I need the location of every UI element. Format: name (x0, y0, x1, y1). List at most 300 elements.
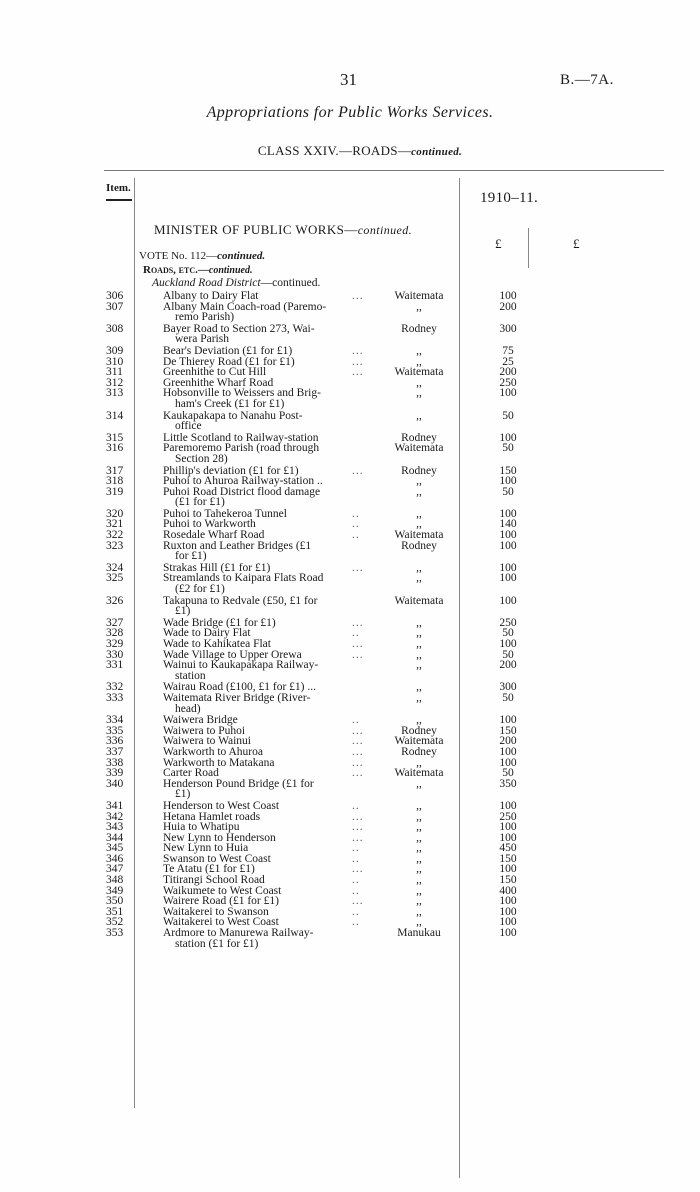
item-number: 307 (106, 300, 124, 313)
column-divider-amount (528, 228, 529, 268)
description-line: Waiwera to Puhoi (163, 724, 246, 737)
table-row (0, 801, 700, 812)
electorate: Rodney (401, 322, 437, 335)
item-description (163, 541, 370, 562)
amount: 100 (499, 539, 517, 552)
amount: 100 (499, 821, 517, 834)
electorate: ,, (416, 344, 422, 357)
amount: 300 (499, 681, 517, 694)
description-line: Wade to Kahikatea Flat (163, 638, 271, 650)
leader-dots: .. (352, 507, 360, 520)
description-line: Henderson to West Coast (163, 799, 280, 812)
table-row (0, 519, 700, 530)
table-row (0, 388, 700, 409)
description-line: Kaukapakapa to Nanahu Post- (163, 409, 303, 422)
page-title: Appropriations for Public Works Services. (206, 104, 494, 121)
leader-dots: .. (352, 627, 360, 640)
table-row (0, 324, 700, 345)
electorate: ,, (416, 691, 422, 704)
amount: 250 (499, 616, 517, 629)
leader-dots: .. (352, 714, 360, 727)
electorate: ,, (416, 714, 422, 727)
item-number: 345 (106, 842, 124, 855)
electorate: ,, (416, 905, 422, 918)
description-line: Carter Road (163, 767, 219, 780)
description-line: Waikumete to West Coast (163, 884, 282, 897)
electorate: ,, (416, 561, 422, 574)
amount: 150 (499, 852, 517, 865)
description-continuation: £1) (175, 788, 191, 801)
description-continuation: office (175, 420, 202, 433)
item-number: 313 (106, 387, 124, 400)
electorate: Waitemata (394, 735, 444, 748)
description-line: Warkworth to Ahuroa (163, 745, 263, 758)
amount: 100 (499, 927, 517, 940)
table-row (0, 367, 700, 378)
item-number: 339 (106, 767, 124, 780)
item-number: 331 (106, 659, 124, 672)
table-row (0, 357, 700, 368)
item-number: 351 (106, 905, 124, 918)
item-description (163, 487, 370, 508)
table-row (0, 779, 700, 800)
table-row (0, 736, 700, 747)
item-number: 324 (106, 561, 124, 574)
table-row (0, 466, 700, 477)
table-row (0, 563, 700, 574)
table-row (0, 433, 700, 444)
electorate: Rodney (401, 431, 437, 444)
electorate: ,, (416, 387, 422, 400)
description-line: Titirangi School Road (163, 874, 265, 887)
electorate: Waitemata (394, 290, 444, 302)
amount: 100 (499, 561, 517, 574)
description-line: Strakas Hill (£1 for £1) (163, 561, 271, 574)
description-line: Rosedale Wharf Road (163, 529, 265, 542)
item-description (163, 660, 370, 681)
item-number: 341 (106, 799, 124, 812)
description-continuation: remo Parish) (175, 311, 235, 324)
description-line: Swanson to West Coast (163, 852, 271, 865)
item-number: 321 (106, 518, 124, 531)
vote-heading (139, 250, 265, 262)
amount: 100 (499, 507, 517, 520)
electorate: ,, (416, 852, 422, 865)
electorate: Rodney (401, 724, 437, 737)
amount: 150 (499, 874, 517, 887)
item-number: 326 (106, 594, 124, 607)
electorate: Waitemata (394, 594, 444, 607)
amount: 100 (499, 831, 517, 844)
amount: 150 (499, 724, 517, 737)
class-title-text: CLASS XXIV.—ROADS— (257, 143, 412, 158)
amount: 450 (499, 842, 517, 855)
item-number: 332 (106, 681, 124, 694)
item-number: 346 (106, 852, 124, 865)
item-description (163, 324, 370, 345)
item-underline (106, 199, 132, 201)
amount: 400 (499, 884, 517, 897)
electorate: ,, (416, 409, 422, 422)
amount: 50 (502, 691, 514, 704)
table-row (0, 509, 700, 520)
electorate: ,, (416, 507, 422, 520)
minister-heading (154, 222, 412, 238)
leader-dots: ... (352, 464, 364, 477)
description-line: Bayer Road to Section 273, Wai- (163, 322, 315, 335)
amount: 100 (499, 572, 517, 585)
description-line: Te Atatu (£1 for £1) (163, 863, 255, 876)
item-number: 310 (106, 355, 124, 368)
amount: 100 (499, 905, 517, 918)
leader-dots: .. (352, 852, 360, 865)
amount: 75 (502, 344, 514, 357)
table-row (0, 843, 700, 854)
item-description (163, 928, 370, 949)
electorate: Manukau (397, 927, 441, 940)
leader-dots: ... (352, 735, 364, 748)
leader-dots: ... (352, 831, 364, 844)
electorate: ,, (416, 475, 422, 488)
table-row (0, 693, 700, 714)
table-row (0, 864, 700, 875)
item-number: 348 (106, 874, 124, 887)
electorate: ,, (416, 485, 422, 498)
amount: 250 (499, 810, 517, 823)
item-description (163, 693, 370, 714)
description-line: Phillip's deviation (£1 for £1) (163, 464, 299, 477)
table-row (0, 530, 700, 541)
leader-dots: ... (352, 366, 364, 379)
table-row (0, 928, 700, 949)
electorate: ,, (416, 863, 422, 876)
amount: 100 (499, 799, 517, 812)
description-line: Albany to Dairy Flat (163, 290, 259, 302)
leader-dots: ... (352, 767, 364, 780)
amount: 150 (499, 464, 517, 477)
leader-dots: .. (352, 799, 360, 812)
item-description (163, 388, 370, 409)
amount: 350 (499, 777, 517, 790)
amount: 200 (499, 735, 517, 748)
electorate: ,, (416, 842, 422, 855)
leader-dots: ... (352, 756, 364, 769)
electorate: ,, (416, 831, 422, 844)
item-number: 335 (106, 724, 124, 737)
item-description (163, 573, 370, 594)
item-number: 329 (106, 638, 124, 650)
electorate: Rodney (401, 539, 437, 552)
amount: 300 (499, 322, 517, 335)
description-continuation: (£1 for £1) (175, 496, 225, 509)
amount: 100 (499, 916, 517, 929)
amount: 50 (502, 648, 514, 661)
description-line: Wairau Road (£100, £1 for £1) ... (163, 681, 317, 694)
year-column-header: 1910–11. (480, 190, 539, 206)
table-row (0, 854, 700, 865)
amount: 100 (499, 863, 517, 876)
document-code: B.—7A. (560, 72, 614, 88)
leader-dots: ... (352, 355, 364, 368)
leader-dots: ... (352, 724, 364, 737)
description-line: Waitemata River Bridge (River- (163, 691, 311, 704)
table-row (0, 573, 700, 594)
table-row (0, 715, 700, 726)
item-number: 336 (106, 735, 124, 748)
leader-dots: ... (352, 290, 364, 302)
table-row (0, 650, 700, 661)
electorate: Rodney (401, 464, 437, 477)
item-number: 325 (106, 572, 124, 585)
description-line: Warkworth to Matakana (163, 756, 275, 769)
electorate: Waitemata (394, 442, 444, 455)
amount: 50 (502, 767, 514, 780)
item-description (163, 596, 370, 617)
item-number: 343 (106, 821, 124, 834)
leader-dots: .. (352, 874, 360, 887)
table-row (0, 768, 700, 779)
item-number: 314 (106, 409, 124, 422)
electorate: ,, (416, 355, 422, 368)
table-row (0, 660, 700, 681)
amount: 50 (502, 485, 514, 498)
description-line: Ardmore to Manurewa Railway- (163, 927, 314, 940)
electorate: ,, (416, 518, 422, 531)
description-continuation: (£2 for £1) (175, 583, 225, 596)
minister-text: MINISTER OF PUBLIC WORKS— (154, 222, 358, 237)
description-line: Puhoi Road District flood damage (163, 485, 321, 498)
table-row (0, 378, 700, 389)
amount: 100 (499, 745, 517, 758)
leader-dots: .. (352, 529, 360, 542)
description-line: New Lynn to Henderson (163, 831, 276, 844)
leader-dots: ... (352, 648, 364, 661)
table-row (0, 476, 700, 487)
table-row (0, 896, 700, 907)
item-number: 353 (106, 927, 124, 940)
leader-dots: .. (352, 884, 360, 897)
leader-dots: .. (352, 916, 360, 929)
item-number: 315 (106, 431, 124, 444)
amount: 200 (499, 659, 517, 672)
leader-dots: .. (352, 842, 360, 855)
amount: 100 (499, 638, 517, 650)
amount: 100 (499, 290, 517, 302)
electorate: Waitemata (394, 529, 444, 542)
item-number: 340 (106, 777, 124, 790)
roads-text: Roads, etc.— (143, 264, 209, 276)
table-row (0, 875, 700, 886)
item-number: 328 (106, 627, 124, 640)
electorate: ,, (416, 884, 422, 897)
pound-sign-1: £ (495, 236, 502, 251)
table-row (0, 291, 700, 302)
amount: 25 (502, 355, 514, 368)
description-line: Greenhithe to Cut Hill (163, 366, 267, 379)
item-description (163, 779, 370, 800)
pound-sign-2: £ (573, 236, 580, 251)
description-line: Hetana Hamlet roads (163, 810, 261, 823)
vote-suffix: continued. (217, 250, 266, 262)
item-number: 327 (106, 616, 124, 629)
item-number: 344 (106, 831, 124, 844)
item-number: 323 (106, 539, 124, 552)
table-row (0, 682, 700, 693)
electorate: ,, (416, 376, 422, 389)
description-line: Wainui to Kaukapakapa Railway- (163, 659, 319, 672)
description-line: Henderson Pound Bridge (£1 for (163, 777, 314, 790)
class-title (0, 143, 700, 159)
item-number: 316 (106, 442, 124, 455)
electorate: ,, (416, 300, 422, 313)
amount: 50 (502, 409, 514, 422)
item-number: 342 (106, 810, 124, 823)
roads-suffix: continued. (208, 265, 253, 276)
description-line: Hobsonville to Weissers and Brig- (163, 387, 321, 400)
electorate: ,, (416, 659, 422, 672)
description-line: Puhoi to Ahuroa Railway-station .. (163, 475, 323, 488)
description-continuation: station (£1 for £1) (175, 937, 259, 950)
page-number: 31 (340, 70, 357, 89)
table-row (0, 618, 700, 629)
description-line: Greenhithe Wharf Road (163, 376, 274, 389)
table-row (0, 302, 700, 323)
table-row (0, 596, 700, 617)
description-line: Takapuna to Redvale (£50, £1 for (163, 594, 318, 607)
electorate: ,, (416, 616, 422, 629)
description-line: New Lynn to Huia (163, 842, 249, 855)
district-name: Auckland Road District (152, 277, 261, 289)
electorate: ,, (416, 895, 422, 908)
description-line: Paremoremo Parish (road through (163, 442, 320, 455)
item-number: 333 (106, 691, 124, 704)
table-row (0, 487, 700, 508)
electorate: ,, (416, 627, 422, 640)
table-row (0, 812, 700, 823)
leader-dots: .. (352, 905, 360, 918)
description-line: De Thierey Road (£1 for £1) (163, 355, 295, 368)
table-row (0, 907, 700, 918)
description-line: Waitakerei to Swanson (163, 905, 269, 918)
description-continuation: wera Parish (175, 333, 229, 346)
electorate: ,, (416, 874, 422, 887)
leader-dots: ... (352, 810, 364, 823)
description-line: Wade Bridge (£1 for £1) (163, 616, 276, 629)
item-number: 337 (106, 745, 124, 758)
table-row (0, 411, 700, 432)
description-line: Streamlands to Kaipara Flats Road (163, 572, 324, 585)
table-row (0, 639, 700, 650)
description-continuation: for £1) (175, 550, 207, 563)
description-line: Huia to Whatipu (163, 821, 240, 834)
item-column-header: Item. (106, 182, 131, 194)
table-row (0, 917, 700, 928)
district-suffix: —continued. (260, 277, 321, 289)
description-line: Bear's Deviation (£1 for £1) (163, 344, 293, 357)
table-row (0, 443, 700, 464)
electorate: ,, (416, 681, 422, 694)
electorate: ,, (416, 638, 422, 650)
electorate: ,, (416, 799, 422, 812)
item-number: 347 (106, 863, 124, 876)
leader-dots: ... (352, 745, 364, 758)
item-description (163, 411, 370, 432)
amount: 100 (499, 756, 517, 769)
item-description (163, 443, 370, 464)
table-row (0, 628, 700, 639)
item-number: 318 (106, 475, 124, 488)
description-continuation: £1) (175, 605, 191, 618)
amount: 100 (499, 594, 517, 607)
amount: 100 (499, 431, 517, 444)
amount: 100 (499, 714, 517, 727)
leader-dots: ... (352, 638, 364, 650)
description-line: Wade Village to Upper Orewa (163, 648, 302, 661)
description-line: Waitakerei to West Coast (163, 916, 279, 929)
description-line: Ruxton and Leather Bridges (£1 (163, 539, 312, 552)
electorate: Waitemata (394, 366, 444, 379)
electorate: ,, (416, 821, 422, 834)
description-line: Waiwera to Wainui (163, 735, 251, 748)
item-description (163, 302, 370, 323)
minister-suffix: continued. (357, 223, 413, 237)
item-number: 319 (106, 485, 124, 498)
table-row (0, 726, 700, 737)
amount: 100 (499, 895, 517, 908)
leader-dots: .. (352, 518, 360, 531)
leader-dots: ... (352, 821, 364, 834)
electorate: Rodney (401, 745, 437, 758)
electorate: ,, (416, 756, 422, 769)
item-number: 338 (106, 756, 124, 769)
amount: 200 (499, 366, 517, 379)
description-line: Puhoi to Warkworth (163, 518, 256, 531)
item-number: 309 (106, 344, 124, 357)
amount: 200 (499, 300, 517, 313)
description-line: Waiwera Bridge (163, 714, 238, 727)
item-number: 334 (106, 714, 124, 727)
item-number: 317 (106, 464, 124, 477)
electorate: ,, (416, 777, 422, 790)
leader-dots: ... (352, 863, 364, 876)
amount: 100 (499, 529, 517, 542)
top-rule (104, 170, 664, 171)
electorate: Waitemata (394, 767, 444, 780)
table-row (0, 541, 700, 562)
item-number: 311 (106, 366, 123, 379)
electorate: ,, (416, 810, 422, 823)
table-row (0, 758, 700, 769)
description-line: Wade to Dairy Flat (163, 627, 251, 640)
description-continuation: Section 28) (175, 452, 228, 465)
item-number: 322 (106, 529, 124, 542)
description-continuation: head) (175, 702, 201, 715)
description-line: Little Scotland to Railway-station (163, 431, 319, 444)
description-continuation: ham's Creek (£1 for £1) (175, 397, 285, 410)
table-row (0, 833, 700, 844)
leader-dots: ... (352, 561, 364, 574)
table-row (0, 822, 700, 833)
item-number: 308 (106, 322, 124, 335)
amount: 100 (499, 387, 517, 400)
item-number: 350 (106, 895, 124, 908)
district-heading (152, 277, 320, 289)
roads-heading (143, 264, 253, 276)
class-title-suffix: continued. (411, 146, 463, 158)
item-number: 349 (106, 884, 124, 897)
item-number: 352 (106, 916, 124, 929)
item-number: 312 (106, 376, 124, 389)
